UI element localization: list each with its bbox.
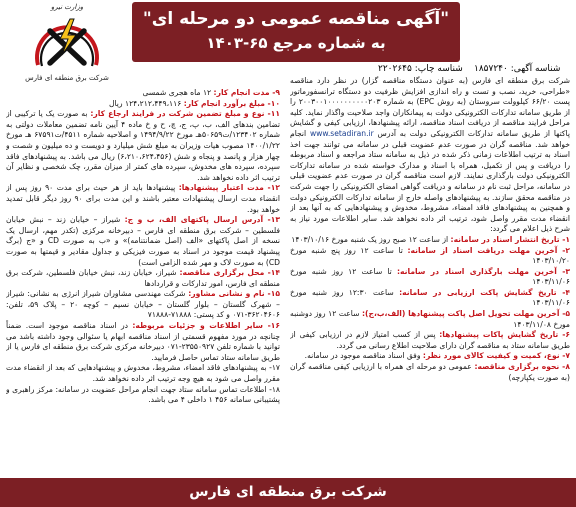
item-5: ۵- آخرین مهلت تحویل اصل پاکت پیشنهادها (الف،ب،ج): ساعت ۱۲ روز دوشنبه مورخ ۱۴۰۳/۱۱/۰۸ [290,309,570,329]
item-6: ۶- تاریخ گشایش پاکات پیشنهادها: پس از کسب امتیاز لازم در ارزیابی کیفی از طریق سامانه ستاد به مناقصه گران دارای صلاحیت اطلاع رسانی می گردد. [290,330,570,350]
intro-text-c: انجام خواهد شد. مناقصه گران در صورت عدم عضویت قبلی در سامانه می توانند جهت اخذ اسناد به ترتیب اطلاعات زمانی ذکر شده در ذیل به سامانه ستاد مراجعه و اسناد مربوطه را دریافت و پس از تکمیل، همراه با اسناد و مدارک خواسته شده در سامانه تدارکات الکترونیکی دولت بارگذاری نمایند. لازم است مناقصه گران در صورت عدم عضویت قبلی در سامانه، مراحل ثبت نام در سامانه و دریافت گواهی امضای الکترونیکی را جهت شرکت در مناقصه محقق سازند. به پیشنهادهای واصله خارج از سامانه تدارکات الکترونیکی دولت و همچنین به پیشنهادهای فاقد امضاء، مشروط، مخدوش و پیشنهادهایی که به آنها بعد از انقضاء مدت مقرر واصل شود، ترتیب اثر داده نخواهد شد. سایر اطلاعات مورد نیاز به شرح ذیل اعلام می گردد: [290,128,570,234]
item-1: ۱- تاریخ انتشار اسناد در سامانه: از ساعت ۱۲ صبح روز یک شنبه مورخ ۱۴۰۳/۱۰/۱۶ [291,234,570,244]
item-9: ۹- مدت انجام کار: ۱۲ ماه هجری شمسی [142,88,280,97]
item-16: ۱۶- سایر اطلاعات و جزئیات مربوطه: در اسناد مناقصه موجود است. ضمناً چنانچه در مورد مفهوم قسمتی از اسناد مناقصه ابهام یا سئوالی وجود داشته باشد می توانید با شماره تلفن ۲۳۵۵۰۹۲۷-۰۷۱ دبیرخانه مرکزی شرکت برق منطقه ای فارس یا از طریق سامانه ستاد تماس حاصل فرمایید. [6,321,280,362]
item-15: ۱۵- نام و نشانی مشاور: شرکت مهندسی مشاوران شیراز انرژی به نشانی: شیراز – شهرک گلستان – بلوار گلستان – خیابان نسیم – کوچه ۲۰ – پلاک ۵۹، تلفن: ۳۶۲۰۴۶۰۶-۰۷۱ و کد پستی: ۷۱۸۸۸-۷۱۸۸۸ [6,289,280,320]
footer-banner [0,478,576,507]
item-7: ۷- نوع، کمیت و کیفیت کالای مورد نظر: وفق اسناد مناقصه موجود در سامانه. [304,351,570,361]
item-8: ۸- نحوه برگزاری مناقصه: عمومی دو مرحله ای همراه با ارزیابی کیفی مناقصه گران (به صورت یکپارچه) [290,362,570,382]
company-logo-icon [30,13,104,73]
item-12: ۱۲- مدت اعتبار پیشنهادها: پیشنهادها باید از هر حیث برای مدت ۹۰ روز پس از انقضاء مدت ارسال پیشنهادات معتبر باشند و این مدت برای ۹۰ روز دیگر قابل تمدید خواهد بود. [6,183,280,214]
item-10: ۱۰- مبلغ برآورد انجام کار: ۱۲۴،۲۱۲،۴۴۹،۱۱۶ ریال [108,98,280,108]
website-link[interactable]: www.setadiran.ir [309,128,374,138]
item-14: ۱۴- محل برگزاری مناقصه: شیراز، خیابان زند، نبش خیابان فلسطین، شرکت برق منطقه ای فارس، امور تدارکات و قراردادها [6,268,280,288]
print-id: شناسه چاپ: ۲۲۰۲۶۴۵ [378,64,463,74]
notice-id: شناسه آگهی: ۱۸۵۷۲۴۰ [474,64,561,74]
item-2: ۲- آخرین مهلت دریافت اسناد از سامانه: تا ساعت ۱۲ روز پنج شنبه مورخ ۱۴۰۳/۱۰/۲۰ [290,245,570,266]
right-column [290,76,570,474]
left-column [6,88,280,474]
title-banner [132,2,460,62]
item-18: ۱۸- اطلاعات تماس سامانه ستاد جهت انجام مراحل عضویت در سامانه: مرکز راهبری و پشتیبانی سامانه ۴۵۶ ۱ داخلی ۴ می باشد. [6,384,280,405]
intro-text-b: کلیه مراحل فرایند مناقصه از دریافت اسناد مناقصه، ارائه پیشنهادها، ارزیابی کیفی و گشایش پاکتها از طریق سامانه تدارکات الکترونیکی دولت به آدرس [290,107,570,138]
logo-area [8,3,126,87]
item-4: ۴- تاریخ گشایش پاکت ارزیابی در سامانه: ساعت ۱۲:۳۰ روز شنبه مورخ ۱۴۰۳/۱۱/۰۶ [290,287,570,308]
notice-title: "آگهی مناقصه عمومی دو مرحله ای" [142,9,450,29]
notice-reference: به شماره مرجع ۶۵-۱۴۰۳ [206,34,386,52]
company-caption: شرکت برق منطقه ای فارس [25,74,109,82]
footer-company: شرکت برق منطقه ای فارس [189,484,387,500]
intro-text-a: شرکت برق منطقه ای فارس (به عنوان دستگاه مناقصه گزار) در نظر دارد مناقصه «طراحی، خرید، نصب و تست و راه اندازی افزایش ظرفیت دو دستگاه ترانسفورماتور پست ۶۶/۲۰ کیلوولت سروستان (به روش EPC) به شماره ۲۰۰۳۰۰۱۰۰۰۰۰۰۰۰۰۰۲۰۳ را از طریق سامانه تدارکات الکترونیکی دولت به پیمانکاران واجد صلاحیت واگذار نماید. [290,76,570,117]
intro-paragraph [290,76,570,235]
item-13: ۱۳- آدرس ارسال پاکتهای الف، ب و ج: شیراز – خیابان زند – نبش خیابان فلسطین – شرکت برق منطقه ای فارس – دبیرخانه مرکزی (تکدر مهم، ارسال یک نسخه از اصل پاکتهای «الف (اصل ضمانتنامه)» و «ب به صورت CD و «ج (برگ پیشنهاد قیمت موجود در اسناد به صورت فیزیکی و جداول مقادیر و قیمتها به صورت CD) به صورت لاک و مهر شده الزامی است) [6,215,280,267]
item-3: ۳- آخرین مهلت بارگذاری اسناد در سامانه: تا ساعت ۱۲ روز شنبه مورخ ۱۴۰۳/۱۱/۰۶ [290,266,570,287]
item-11: ۱۱- نوع و مبلغ تضمین شرکت در فرایند ارجاع کار: به صورت یک یا ترکیبی از تضامین بندهای الف، ب، پ، ج، چ، ح و خ ماده ۴ آیین نامه تضمین معاملات دولتی به شماره ۱۲۳۴۰۲/ت۵۰۶۵۹هـ مورخ ۱۴۹۴/۹/۲۲ و اصلاحیه شماره ۴۵۱۱/ت۶۷۵۹۱ هـ مورخ ۱۴۰۰/۱/۲۲ مصوب هیات وزیران به مبلغ شش میلیارد و دویست و ده میلیون و شصت و چهار هزار و پانصد و پنجاه و شش (۶،۲۱۰،۶۲۴،۴۵۶) ریال می باشد. به پیشنهادهای فاقد سپرده، سپرده های مخدوش، سپرده های کمتر از میزان مقرر، چک شخصی و نظایر آن ترتیب اثر داده نخواهد شد. [6,109,280,182]
item-17: ۱۷- به پیشنهادهای فاقد امضاء، مشروط، مخدوش و پیشنهادهایی که بعد از انقضاء مدت مقرر واصل می شود به هیچ وجه ترتیب اثر داده نخواهد شد. [6,363,280,384]
ministry-caption: وزارت نیرو [50,3,84,11]
